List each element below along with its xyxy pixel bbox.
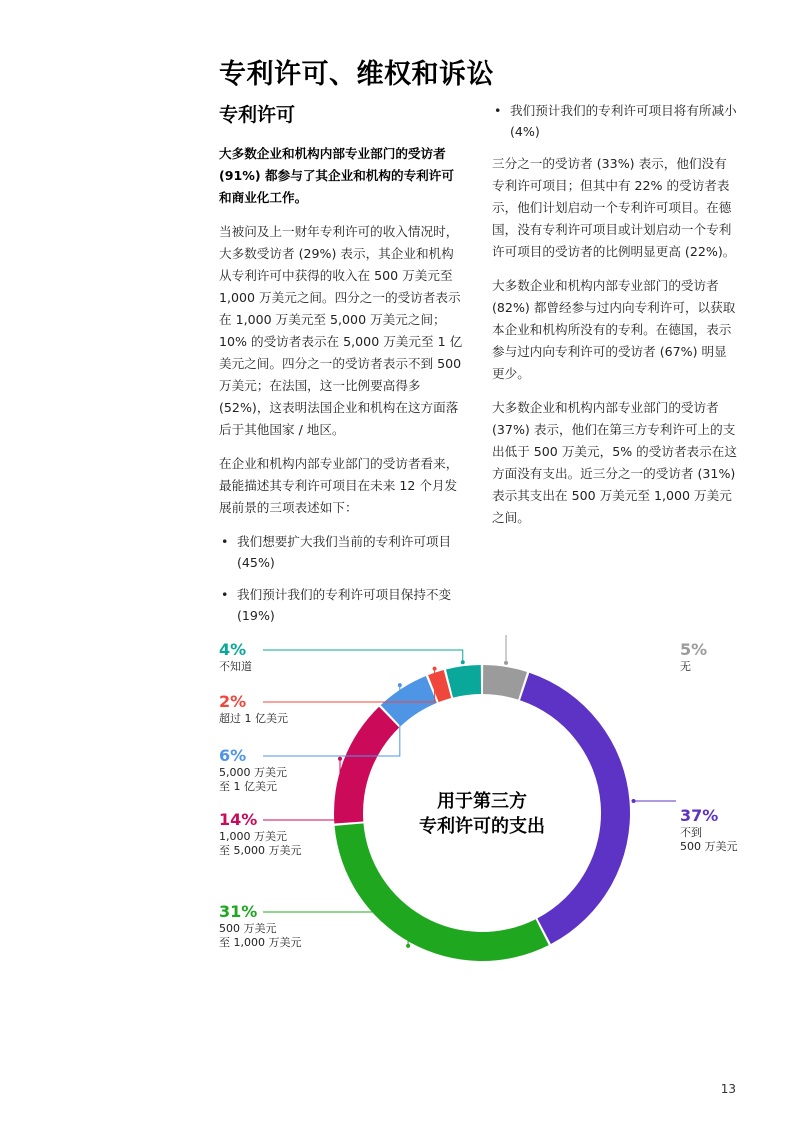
donut-slice <box>335 823 549 961</box>
page-title: 专利许可、维权和诉讼 <box>219 59 494 90</box>
slice-label <box>219 810 301 858</box>
bullet-list <box>492 100 737 142</box>
slice-category: 不知道 <box>219 660 252 673</box>
leader-dot <box>632 799 636 803</box>
bullet-text: 我们预计我们的专利许可项目保持不变 (19%) <box>237 587 452 623</box>
slice-label <box>219 692 288 726</box>
body-paragraph: 大多数企业和机构内部专业部门的受访者 (37%) 表示，他们在第三方专利许可上的支出低于 500 万美元，5% 的受访者表示在这方面没有支出。近三分之一的受访者 (31%) 表示其支出在 500 万美元至 1,000 万美元之间。 <box>492 400 737 525</box>
body-paragraph: 在企业和机构内部专业部门的受访者看来，最能描述其专利许可项目在未来 12 个月发展前景的三项表述如下： <box>219 456 459 515</box>
leader-dot <box>406 944 410 948</box>
slice-label <box>680 640 707 674</box>
center-label: 用于第三方 <box>437 791 527 812</box>
slice-category: 5,000 万美元 <box>219 766 287 779</box>
slice-label <box>219 746 287 794</box>
bullet-item <box>492 100 737 142</box>
donut-slice <box>520 673 630 944</box>
slice-category: 超过 1 亿美元 <box>219 712 288 725</box>
bullet-list <box>219 531 464 626</box>
donut-chart <box>0 620 793 980</box>
leader-dot <box>433 667 437 671</box>
slice-category: 500 万美元 <box>680 840 738 853</box>
bullet-marker: • <box>221 587 229 602</box>
donut-slice <box>446 665 481 698</box>
body-paragraph: 大多数企业和机构内部专业部门的受访者 (82%) 都曾经参与过内向专利许可，以获取本企业和机构所没有的专利。在德国，表示参与过内向专利许可的受访者 (67%) 明显更少。 <box>492 278 736 381</box>
page-number: 13 <box>720 1082 736 1096</box>
lead-paragraph: 大多数企业和机构内部专业部门的受访者 (91%) 都参与了其企业和机构的专利许可和商业化工作。 <box>219 146 454 205</box>
slice-percent: 14% <box>219 810 258 829</box>
slice-percent: 31% <box>219 902 258 921</box>
slice-category: 至 1,000 万美元 <box>219 936 302 949</box>
slice-category: 至 5,000 万美元 <box>219 844 302 857</box>
right-column <box>492 100 737 541</box>
bullet-text: 我们想要扩大我们当前的专利许可项目 (45%) <box>237 534 452 570</box>
body-paragraph: 三分之一的受访者 (33%) 表示，他们没有专利许可项目；但其中有 22% 的受访者表示，他们计划启动一个专利许可项目。在德国，没有专利许可项目或计划启动一个专利许可项目的受访者的比例明显更高 (22%)。 <box>492 156 736 259</box>
donut-slice <box>334 707 399 824</box>
leader-line <box>263 650 463 662</box>
leader-dot <box>461 660 465 664</box>
left-column <box>219 100 464 637</box>
slice-category: 500 万美元 <box>219 922 277 935</box>
bullet-text: 我们预计我们的专利许可项目将有所减小 (4%) <box>510 103 737 139</box>
slice-category: 至 1 亿美元 <box>219 780 277 793</box>
slice-label <box>680 806 738 854</box>
slice-percent: 6% <box>219 746 247 765</box>
section-heading: 专利许可 <box>219 104 296 126</box>
leader-dot <box>504 661 508 665</box>
donut-chart-svg <box>0 620 793 980</box>
bullet-marker: • <box>494 103 502 118</box>
slice-label <box>219 902 301 950</box>
slice-percent: 4% <box>219 640 247 659</box>
slice-category: 1,000 万美元 <box>219 830 287 843</box>
donut-slice <box>483 665 527 700</box>
body-paragraph: 当被问及上一财年专利许可的收入情况时，大多数受访者 (29%) 表示，其企业和机构从专利许可中获得的收入在 500 万美元至 1,000 万美元之间。四分之一的受访者表示在 1,000 万美元至 5,000 万美元之间； 10% 的受访者表示在 5,000 万美元至 1 亿美元之间。四分之一的受访者表示不到 500 万美元；在法国，这一比例要高得多 (52%)，这表明法国企业和机构在这方面落后于其他国家 / 地区。 <box>219 224 463 437</box>
slice-label <box>219 640 252 674</box>
slice-percent: 5% <box>680 640 708 659</box>
leader-dot <box>398 683 402 687</box>
slice-percent: 2% <box>219 692 247 711</box>
slice-percent: 37% <box>680 806 719 825</box>
center-label: 专利许可的支出 <box>419 816 545 837</box>
slice-category: 不到 <box>680 826 702 839</box>
slice-category: 无 <box>680 660 691 673</box>
leader-dot <box>338 757 342 761</box>
bullet-item <box>219 531 464 573</box>
bullet-marker: • <box>221 534 229 549</box>
